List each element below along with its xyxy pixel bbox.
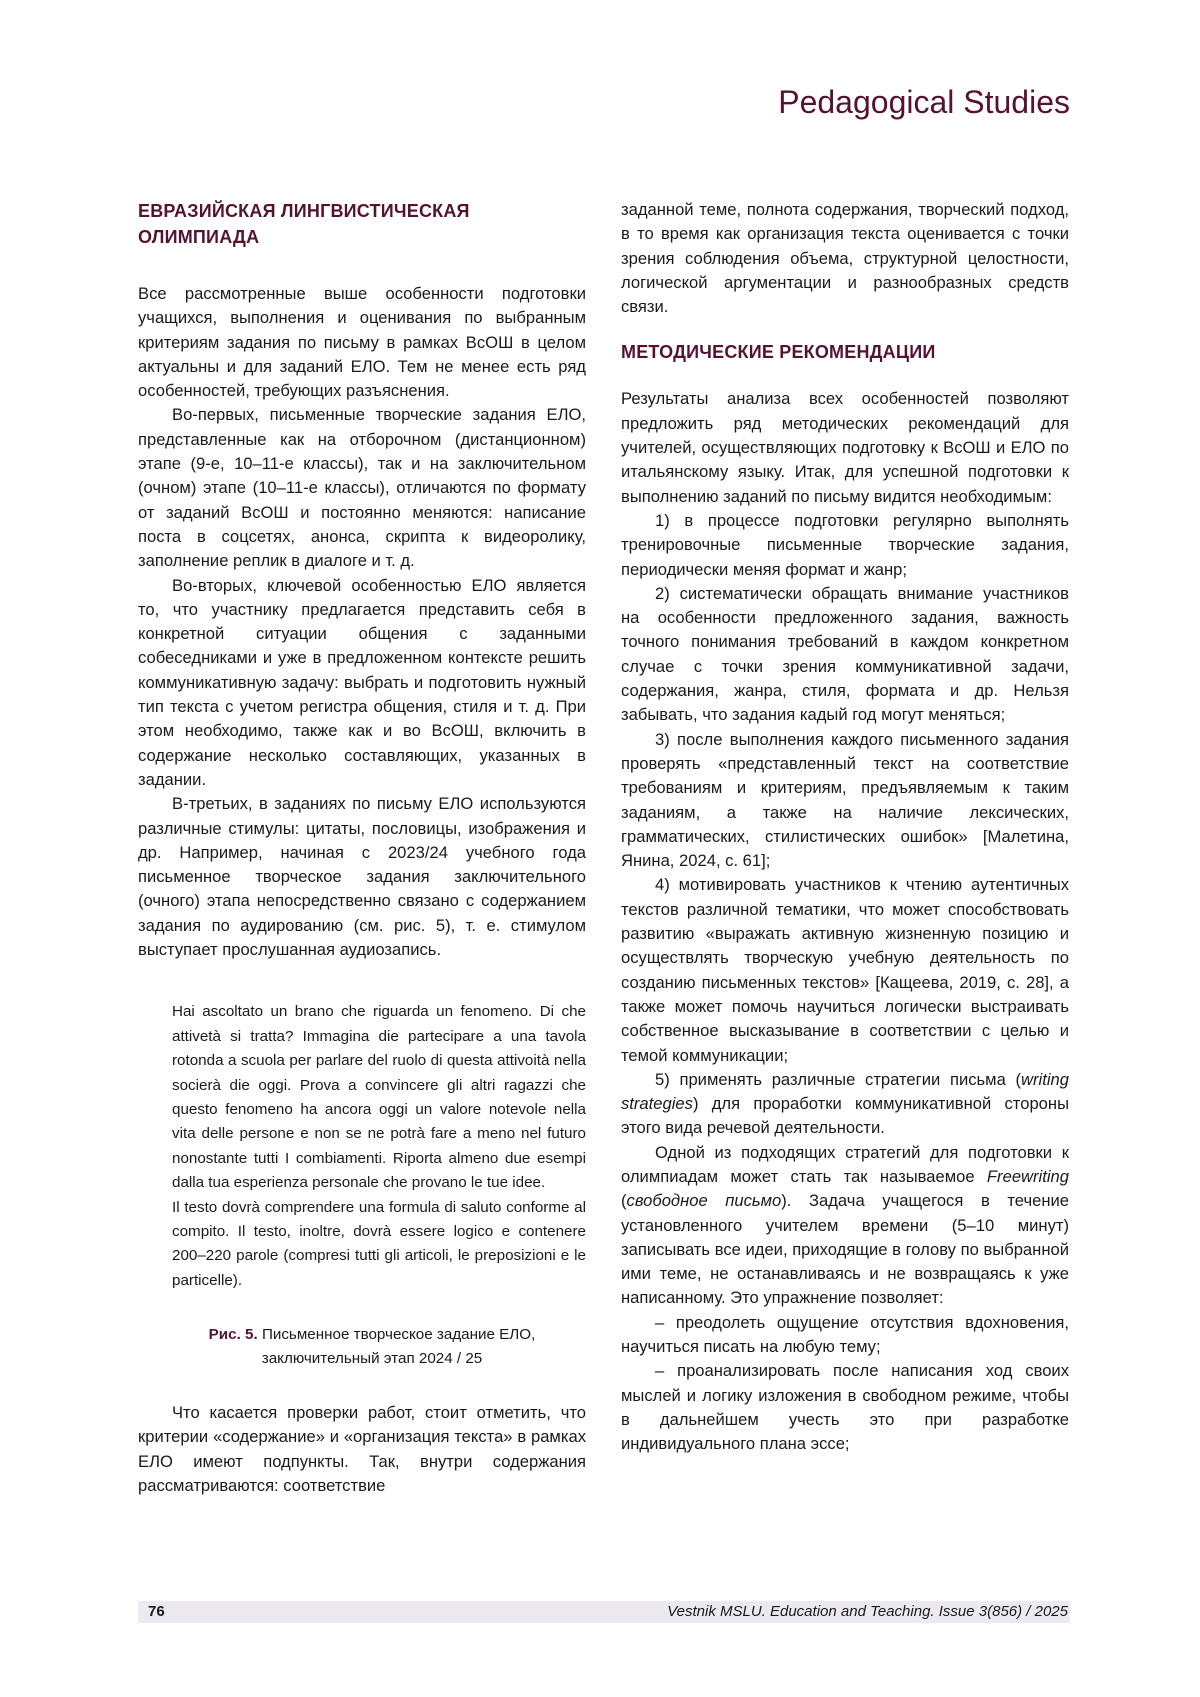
paragraph: Результаты анализа всех особенностей позволяют предложить ряд методических рекомендаций для учителей, осуществляющих подготовку к ВсОШ и ЕЛО по итальянскому языку. Итак, для успешной подготовки к выполнению заданий по письму видится необходимым: [621, 387, 1069, 508]
caption-text: заключительный этап 2024 / 25 [262, 1350, 482, 1367]
paragraph: В-третьих, в заданиях по письму ЕЛО используются различные стимулы: цитаты, пословицы, изображения и др. Например, начиная с 2023/24 учебного года письменное творческое задания заключительного (очного) этапа непосредственно связано с содержанием задания по аудированию (см. рис. 5), т. е. стимулом выступает прослушанная аудиозапись. [138, 792, 586, 962]
page-number: 76 [148, 1601, 165, 1623]
quote-paragraph: Il testo dovrà comprendere una formula di saluto conforme al compito. Il testo, inoltre, dovrà essere logico e contenere 200–220 parole (compresi tutti gli articoli, le preposizioni e le particelle). [172, 1196, 586, 1294]
right-column [621, 198, 1069, 1457]
text: 5) применять различные стратегии письма ( [655, 1070, 1021, 1089]
emphasis: Freewriting [987, 1167, 1069, 1186]
paragraph: Все рассмотренные выше особенности подготовки учащихся, выполнения и оценивания по выбранным критериям задания по письму в рамках ВсОШ в целом актуальны и для заданий ЕЛО. Тем не менее есть ряд особенностей, требующих разъяснения. [138, 282, 586, 403]
list-item: 1) в процессе подготовки регулярно выполнять тренировочные письменные творческие задания, периодически меняя формат и жанр; [621, 509, 1069, 582]
list-item: 3) после выполнения каждого письменного задания проверять «представленный текст на соответствие требованиям и критериям, предъявляемым к таким заданиям, а также на наличие лексических, грамматических, стилистических ошибок» [Малетина, Янина, 2024, с. 61]; [621, 728, 1069, 874]
paragraph: Во-вторых, ключевой особенностью ЕЛО является то, что участнику предлагается представить себя в конкретной ситуации общения с заданными собеседниками и уже в предложенном контексте решить коммуникативную задачу: выбрать и подготовить нужный тип текста с учетом регистра общения, стиля и т. д. При этом необходимо, также как и во ВсОШ, включить в содержание несколько составляющих, указанных в задании. [138, 574, 586, 793]
text: ( [621, 1191, 627, 1210]
paragraph [621, 1141, 1069, 1311]
emphasis: свободное письмо [627, 1191, 782, 1210]
paragraph: заданной теме, полнота содержания, творческий подход, в то время как организация текста оценивается с точки зрения соблюдения объема, структурной целостности, логической аргументации и разнообразных средств связи. [621, 198, 1069, 319]
page-footer [138, 1601, 1070, 1623]
figure-5-task-text [172, 1000, 586, 1293]
emphasis: writing strategies [621, 1070, 1069, 1113]
text: ). Задача учащегося в течение установленного учителем времени (5–10 минут) записывать все идеи, приходящие в голову по выбранной ими теме, не останавливаясь и не возвращаясь к уже написанному. Это упражнение позволяет: [621, 1191, 1069, 1307]
list-item: – проанализировать после написания ход своих мыслей и логику изложения в свободном режиме, чтобы в дальнейшем учесть это при разработке индивидуального плана эссе; [621, 1359, 1069, 1456]
list-item: 4) мотивировать участников к чтению аутентичных текстов различной тематики, что может способствовать развитию «выражать активную жизненную позицию и осуществлять творческую учебную деятельность по созданию письменных текстов» [Кащеева, 2019, с. 28], а также может помочь научиться логически выстраивать собственное высказывание в соответствии с целью и темой коммуникации; [621, 873, 1069, 1067]
list-item: 2) систематически обращать внимание участников на особенности предложенного задания, важность точного понимания требований в каждом конкретном случае с точки зрения коммуникативной задачи, содержания, жанра, стиля, формата и др. Нельзя забывать, что задания кадый год могут меняться; [621, 582, 1069, 728]
journal-title: Vestnik MSLU. Education and Teaching. Issue 3(856) / 2025 [667, 1601, 1068, 1623]
quote-paragraph: Hai ascoltato un brano che riguarda un fenomeno. Di che attivetà si tratta? Immagina die partecipare a una tavola rotonda a scuola per parlare del ruolo di questa attivoità nella socierà die oggi. Prova a convincere gli altri ragazzi che questo fenomeno ha ancora oggi un valore notevole nella vita delle persone e non se ne potrà fare a meno nel futuro nonostante tutti I combiamenti. Riporta almeno due esempi dalla tua esperienza personale che provano le tue idee. [172, 1000, 586, 1195]
paragraph: Что касается проверки работ, стоит отметить, что критерии «содержание» и «организация текста» в рамках ЕЛО имеют подпункты. Так, внутри содержания рассматриваются: соответствие [138, 1401, 586, 1498]
section-heading-recommendations: МЕТОДИЧЕСКИЕ РЕКОМЕНДАЦИИ [621, 339, 1069, 365]
paragraph: Во-первых, письменные творческие задания ЕЛО, представленные как на отборочном (дистанционном) этапе (9-е, 10–11-е классы), так и на заключительном (очном) этапе (10–11-е классы), отличаются по формату от заданий ВсОШ и постоянно меняются: написание поста в соцсетях, анонса, скрипта к видеоролику, заполнение реплик в диалоге и т. д. [138, 403, 586, 573]
section-heading-eurasian-olympiad: ЕВРАЗИЙСКАЯ ЛИНГВИСТИЧЕСКАЯ ОЛИМПИАДА [138, 198, 586, 250]
running-head: Pedagogical Studies [778, 84, 1070, 121]
list-item [621, 1068, 1069, 1141]
caption-label: Рис. 5. [209, 1326, 258, 1343]
left-column [138, 198, 586, 1498]
figure-caption [138, 1323, 586, 1371]
caption-text: Письменное творческое задание ЕЛО, [262, 1326, 535, 1343]
text: ) для проработки коммуникативной стороны этого вида речевой деятельности. [621, 1094, 1069, 1137]
list-item: – преодолеть ощущение отсутствия вдохновения, научиться писать на любую тему; [621, 1311, 1069, 1360]
text: Одной из подходящих стратегий для подготовки к олимпиадам может стать так называемое [621, 1143, 1069, 1186]
